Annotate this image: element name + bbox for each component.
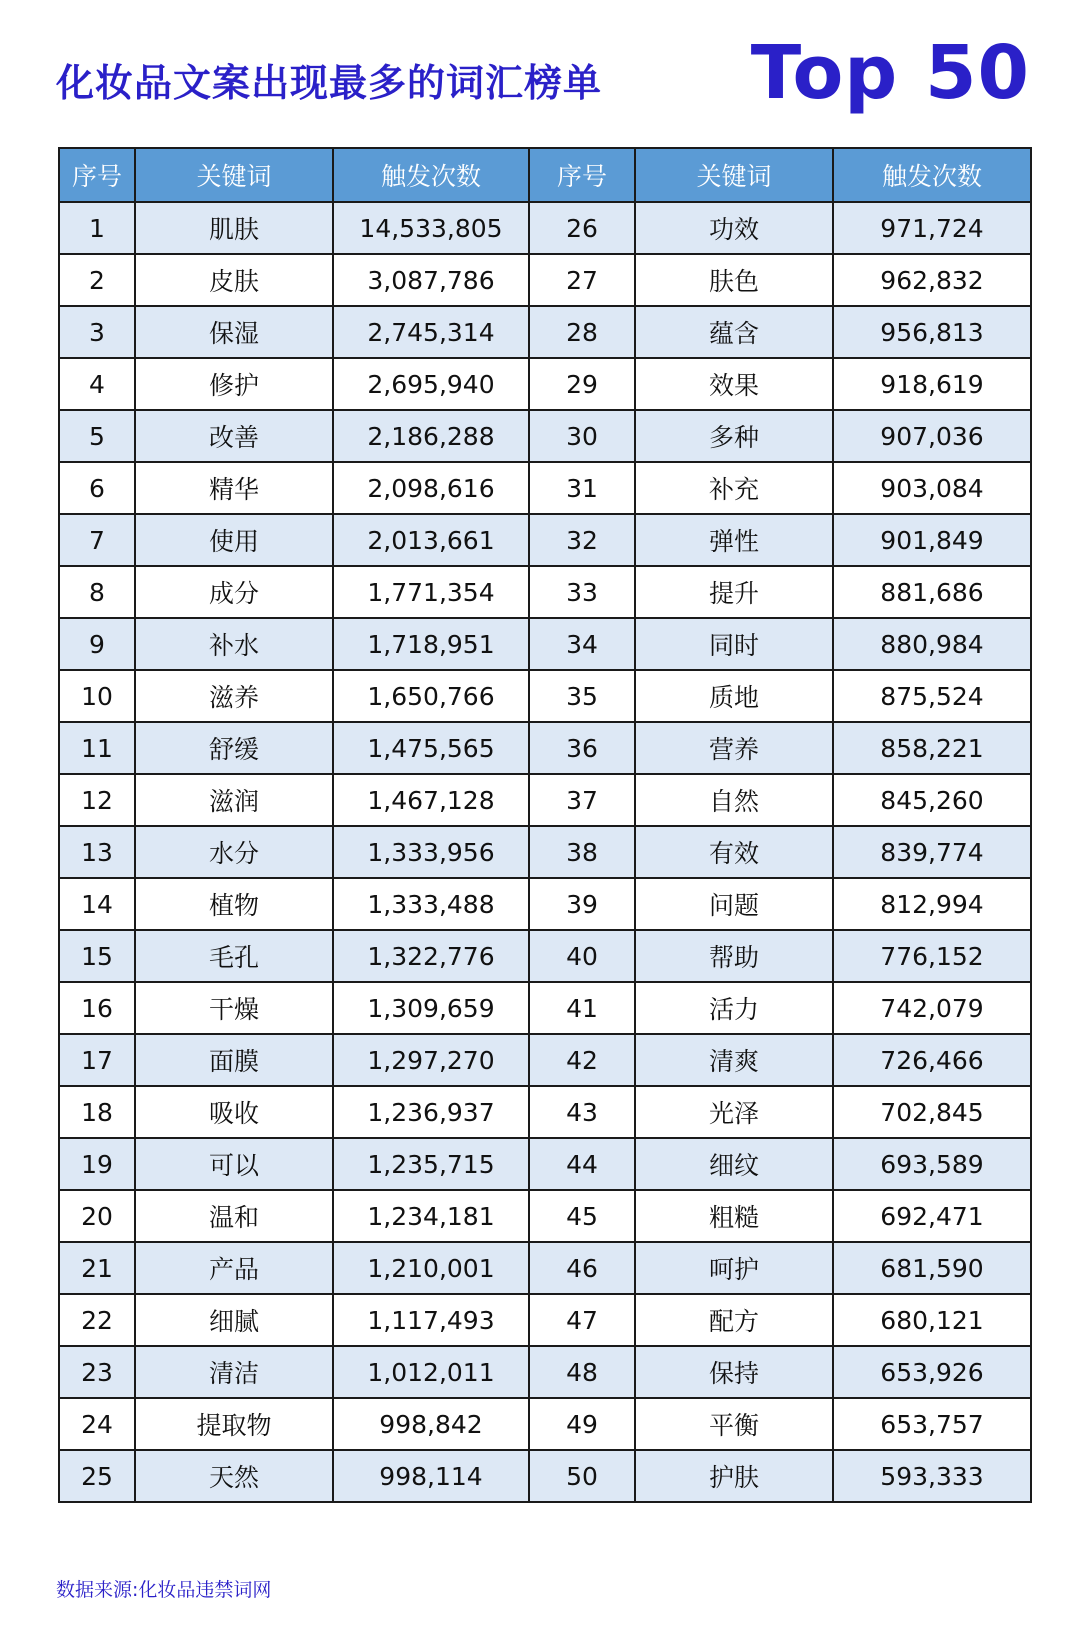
- count-cell: 1,297,270: [333, 1034, 529, 1086]
- rank-cell: 37: [529, 774, 635, 826]
- count-cell: 593,333: [833, 1450, 1031, 1502]
- count-cell: 971,724: [833, 202, 1031, 254]
- keyword-cell: 舒缓: [135, 722, 333, 774]
- keyword-cell: 滋养: [135, 670, 333, 722]
- count-cell: 1,771,354: [333, 566, 529, 618]
- count-cell: 2,098,616: [333, 462, 529, 514]
- rank-cell: 48: [529, 1346, 635, 1398]
- rank-cell: 35: [529, 670, 635, 722]
- keyword-cell: 多种: [635, 410, 833, 462]
- table-row: [59, 722, 1031, 774]
- keyword-cell: 肌肤: [135, 202, 333, 254]
- keyword-cell: 成分: [135, 566, 333, 618]
- keyword-cell: 粗糙: [635, 1190, 833, 1242]
- count-cell: 1,475,565: [333, 722, 529, 774]
- table-row: [59, 1398, 1031, 1450]
- rank-cell: 33: [529, 566, 635, 618]
- rank-cell: 9: [59, 618, 135, 670]
- rank-cell: 8: [59, 566, 135, 618]
- rank-cell: 25: [59, 1450, 135, 1502]
- keyword-cell: 问题: [635, 878, 833, 930]
- count-cell: 1,467,128: [333, 774, 529, 826]
- keyword-cell: 弹性: [635, 514, 833, 566]
- table-row: [59, 1450, 1031, 1502]
- rank-cell: 13: [59, 826, 135, 878]
- keyword-cell: 干燥: [135, 982, 333, 1034]
- table-row: [59, 1086, 1031, 1138]
- count-cell: 681,590: [833, 1242, 1031, 1294]
- rank-cell: 46: [529, 1242, 635, 1294]
- keyword-ranking-table: [58, 147, 1032, 1503]
- count-cell: 1,718,951: [333, 618, 529, 670]
- count-cell: 2,745,314: [333, 306, 529, 358]
- rank-cell: 41: [529, 982, 635, 1034]
- count-cell: 653,926: [833, 1346, 1031, 1398]
- rank-cell: 21: [59, 1242, 135, 1294]
- count-cell: 680,121: [833, 1294, 1031, 1346]
- header-count-right: 触发次数: [833, 148, 1031, 202]
- table-row: [59, 358, 1031, 410]
- rank-cell: 11: [59, 722, 135, 774]
- table-row: [59, 1346, 1031, 1398]
- table-row: [59, 1034, 1031, 1086]
- rank-cell: 24: [59, 1398, 135, 1450]
- keyword-cell: 功效: [635, 202, 833, 254]
- count-cell: 1,234,181: [333, 1190, 529, 1242]
- count-cell: 702,845: [833, 1086, 1031, 1138]
- table-row: [59, 930, 1031, 982]
- count-cell: 956,813: [833, 306, 1031, 358]
- count-cell: 1,333,956: [333, 826, 529, 878]
- count-cell: 14,533,805: [333, 202, 529, 254]
- count-cell: 3,087,786: [333, 254, 529, 306]
- keyword-cell: 提升: [635, 566, 833, 618]
- keyword-cell: 蕴含: [635, 306, 833, 358]
- count-cell: 742,079: [833, 982, 1031, 1034]
- keyword-cell: 提取物: [135, 1398, 333, 1450]
- count-cell: 693,589: [833, 1138, 1031, 1190]
- rank-cell: 45: [529, 1190, 635, 1242]
- rank-cell: 20: [59, 1190, 135, 1242]
- rank-cell: 40: [529, 930, 635, 982]
- keyword-cell: 质地: [635, 670, 833, 722]
- keyword-cell: 精华: [135, 462, 333, 514]
- rank-cell: 17: [59, 1034, 135, 1086]
- rank-cell: 42: [529, 1034, 635, 1086]
- keyword-cell: 毛孔: [135, 930, 333, 982]
- keyword-cell: 天然: [135, 1450, 333, 1502]
- rank-cell: 4: [59, 358, 135, 410]
- count-cell: 1,235,715: [333, 1138, 529, 1190]
- count-cell: 839,774: [833, 826, 1031, 878]
- count-cell: 726,466: [833, 1034, 1031, 1086]
- keyword-cell: 效果: [635, 358, 833, 410]
- keyword-cell: 细腻: [135, 1294, 333, 1346]
- rank-cell: 10: [59, 670, 135, 722]
- count-cell: 1,650,766: [333, 670, 529, 722]
- keyword-cell: 水分: [135, 826, 333, 878]
- keyword-cell: 帮助: [635, 930, 833, 982]
- keyword-cell: 修护: [135, 358, 333, 410]
- count-cell: 776,152: [833, 930, 1031, 982]
- rank-cell: 23: [59, 1346, 135, 1398]
- header-rank-right: 序号: [529, 148, 635, 202]
- header-keyword-left: 关键词: [135, 148, 333, 202]
- count-cell: 880,984: [833, 618, 1031, 670]
- rank-cell: 31: [529, 462, 635, 514]
- rank-cell: 1: [59, 202, 135, 254]
- keyword-cell: 自然: [635, 774, 833, 826]
- rank-cell: 30: [529, 410, 635, 462]
- count-cell: 2,186,288: [333, 410, 529, 462]
- rank-cell: 28: [529, 306, 635, 358]
- keyword-cell: 清爽: [635, 1034, 833, 1086]
- count-cell: 1,333,488: [333, 878, 529, 930]
- rank-cell: 16: [59, 982, 135, 1034]
- count-cell: 1,210,001: [333, 1242, 529, 1294]
- count-cell: 881,686: [833, 566, 1031, 618]
- keyword-cell: 滋润: [135, 774, 333, 826]
- rank-cell: 12: [59, 774, 135, 826]
- table-row: [59, 202, 1031, 254]
- table-header-row: [59, 148, 1031, 202]
- table-row: [59, 254, 1031, 306]
- rank-cell: 5: [59, 410, 135, 462]
- keyword-cell: 细纹: [635, 1138, 833, 1190]
- count-cell: 998,842: [333, 1398, 529, 1450]
- rank-cell: 32: [529, 514, 635, 566]
- keyword-cell: 清洁: [135, 1346, 333, 1398]
- table-body: [59, 202, 1031, 1502]
- table-row: [59, 462, 1031, 514]
- count-cell: 1,012,011: [333, 1346, 529, 1398]
- rank-cell: 3: [59, 306, 135, 358]
- keyword-cell: 可以: [135, 1138, 333, 1190]
- data-source-note: 数据来源:化妆品违禁词网: [56, 1579, 272, 1601]
- table-row: [59, 306, 1031, 358]
- rank-cell: 34: [529, 618, 635, 670]
- keyword-cell: 同时: [635, 618, 833, 670]
- keyword-cell: 使用: [135, 514, 333, 566]
- table-row: [59, 1294, 1031, 1346]
- rank-cell: 2: [59, 254, 135, 306]
- rank-cell: 27: [529, 254, 635, 306]
- keyword-cell: 面膜: [135, 1034, 333, 1086]
- table-row: [59, 618, 1031, 670]
- rank-cell: 49: [529, 1398, 635, 1450]
- count-cell: 845,260: [833, 774, 1031, 826]
- keyword-cell: 植物: [135, 878, 333, 930]
- keyword-cell: 光泽: [635, 1086, 833, 1138]
- rank-cell: 47: [529, 1294, 635, 1346]
- count-cell: 653,757: [833, 1398, 1031, 1450]
- keyword-cell: 补水: [135, 618, 333, 670]
- table-row: [59, 410, 1031, 462]
- keyword-cell: 保持: [635, 1346, 833, 1398]
- rank-cell: 19: [59, 1138, 135, 1190]
- rank-cell: 50: [529, 1450, 635, 1502]
- table-row: [59, 566, 1031, 618]
- count-cell: 901,849: [833, 514, 1031, 566]
- rank-cell: 7: [59, 514, 135, 566]
- keyword-cell: 呵护: [635, 1242, 833, 1294]
- header-keyword-right: 关键词: [635, 148, 833, 202]
- table-row: [59, 1190, 1031, 1242]
- count-cell: 903,084: [833, 462, 1031, 514]
- table-row: [59, 878, 1031, 930]
- keyword-cell: 改善: [135, 410, 333, 462]
- count-cell: 875,524: [833, 670, 1031, 722]
- rank-cell: 14: [59, 878, 135, 930]
- count-cell: 907,036: [833, 410, 1031, 462]
- rank-cell: 43: [529, 1086, 635, 1138]
- keyword-cell: 保湿: [135, 306, 333, 358]
- keyword-cell: 补充: [635, 462, 833, 514]
- keyword-cell: 有效: [635, 826, 833, 878]
- keyword-cell: 平衡: [635, 1398, 833, 1450]
- count-cell: 1,322,776: [333, 930, 529, 982]
- keyword-cell: 护肤: [635, 1450, 833, 1502]
- header-count-left: 触发次数: [333, 148, 529, 202]
- top-50-badge: Top 50: [750, 30, 1030, 116]
- header-rank-left: 序号: [59, 148, 135, 202]
- count-cell: 812,994: [833, 878, 1031, 930]
- rank-cell: 39: [529, 878, 635, 930]
- count-cell: 1,236,937: [333, 1086, 529, 1138]
- count-cell: 1,117,493: [333, 1294, 529, 1346]
- keyword-cell: 活力: [635, 982, 833, 1034]
- table-row: [59, 1138, 1031, 1190]
- table-row: [59, 826, 1031, 878]
- rank-cell: 29: [529, 358, 635, 410]
- keyword-cell: 温和: [135, 1190, 333, 1242]
- rank-cell: 6: [59, 462, 135, 514]
- count-cell: 692,471: [833, 1190, 1031, 1242]
- table-row: [59, 982, 1031, 1034]
- page-title: 化妆品文案出现最多的词汇榜单: [56, 61, 603, 105]
- table-row: [59, 774, 1031, 826]
- rank-cell: 26: [529, 202, 635, 254]
- count-cell: 918,619: [833, 358, 1031, 410]
- keyword-cell: 营养: [635, 722, 833, 774]
- table-row: [59, 514, 1031, 566]
- keyword-cell: 肤色: [635, 254, 833, 306]
- rank-cell: 36: [529, 722, 635, 774]
- count-cell: 998,114: [333, 1450, 529, 1502]
- count-cell: 858,221: [833, 722, 1031, 774]
- rank-cell: 38: [529, 826, 635, 878]
- table-row: [59, 1242, 1031, 1294]
- keyword-cell: 皮肤: [135, 254, 333, 306]
- keyword-cell: 吸收: [135, 1086, 333, 1138]
- keyword-cell: 配方: [635, 1294, 833, 1346]
- count-cell: 2,013,661: [333, 514, 529, 566]
- rank-cell: 15: [59, 930, 135, 982]
- rank-cell: 44: [529, 1138, 635, 1190]
- count-cell: 962,832: [833, 254, 1031, 306]
- table-row: [59, 670, 1031, 722]
- rank-cell: 22: [59, 1294, 135, 1346]
- count-cell: 2,695,940: [333, 358, 529, 410]
- count-cell: 1,309,659: [333, 982, 529, 1034]
- rank-cell: 18: [59, 1086, 135, 1138]
- keyword-cell: 产品: [135, 1242, 333, 1294]
